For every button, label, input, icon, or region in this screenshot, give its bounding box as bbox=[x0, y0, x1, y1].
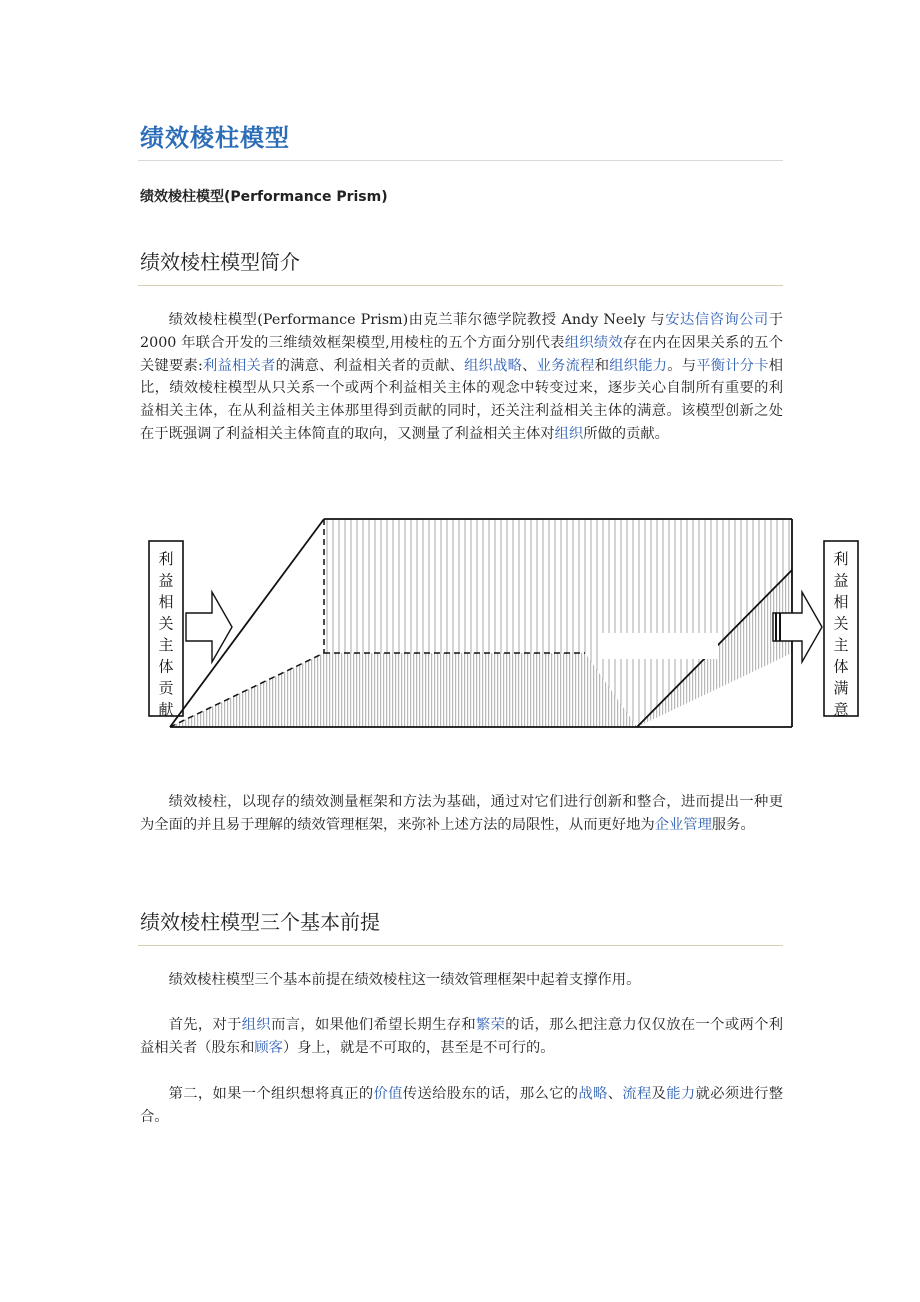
link-organization-2[interactable]: 组织 bbox=[241, 1017, 272, 1033]
prism-overview-paragraph bbox=[140, 791, 783, 837]
link-business-process[interactable]: 业务流程 bbox=[536, 357, 595, 374]
vertical-label-char: 满 bbox=[833, 679, 849, 697]
premises-intro-paragraph: 绩效棱柱模型三个基本前提在绩效棱柱这一绩效管理框架中起着支撑作用。 bbox=[168, 972, 641, 988]
text-run: 存在内在因果关系的五个关键要素: bbox=[140, 334, 784, 374]
vertical-label-char: 主 bbox=[158, 636, 174, 654]
text-run: 相比，绩效棱柱模型从只关系一个或两个利益相关主体的观念中转变过来，逐步关心自制所有重要的利益相关主体，在从利益相关主体那里得到贡献的同时，还关注利益相关主体的满意。该模型创新之处在于既强调了利益相关主体简直的取向，又测量了利益相关主体对 bbox=[140, 357, 784, 442]
premise-two-paragraph bbox=[140, 1083, 783, 1129]
link-customer[interactable]: 顾客 bbox=[254, 1039, 283, 1056]
vertical-label-char: 贡 bbox=[158, 679, 174, 697]
text-run: 服务。 bbox=[711, 816, 755, 833]
prism-diagram bbox=[140, 510, 860, 760]
link-organizational-capability[interactable]: 组织能力 bbox=[609, 357, 668, 374]
page-subtitle: 绩效棱柱模型(Performance Prism) bbox=[140, 189, 388, 205]
text-run: 的话，那么把注意力仅仅放在一个或两个利益相关者（股东和 bbox=[140, 1017, 784, 1056]
title-divider bbox=[138, 160, 783, 161]
link-enterprise-management[interactable]: 企业管理 bbox=[654, 816, 712, 833]
link-organizational-strategy[interactable]: 组织战略 bbox=[464, 357, 523, 374]
vertical-label-char: 关 bbox=[833, 614, 849, 633]
vertical-label-char: 关 bbox=[158, 614, 174, 633]
text-run: 所做的贡献。 bbox=[583, 425, 669, 442]
text-run: 首先，对于 bbox=[168, 1017, 242, 1033]
text-run: 、 bbox=[522, 357, 537, 374]
text-run: 及 bbox=[651, 1086, 667, 1102]
text-run: 传送给股东的话，那么它的 bbox=[402, 1086, 579, 1102]
link-balanced-scorecard[interactable]: 平衡计分卡 bbox=[696, 357, 769, 374]
vertical-label-char: 利 bbox=[833, 550, 849, 568]
vertical-label-char: 利 bbox=[158, 550, 174, 568]
link-process[interactable]: 流程 bbox=[622, 1086, 652, 1102]
vertical-label-char: 体 bbox=[158, 657, 174, 676]
intro-paragraph bbox=[140, 309, 783, 446]
text-run: 和 bbox=[594, 357, 610, 374]
text-run: 而言，如果他们希望长期生存和 bbox=[271, 1017, 476, 1033]
link-capability[interactable]: 能力 bbox=[666, 1086, 696, 1102]
vertical-label-char: 意 bbox=[833, 700, 849, 719]
section-heading-premises: 绩效棱柱模型三个基本前提 bbox=[140, 910, 380, 934]
link-value[interactable]: 价值 bbox=[373, 1086, 403, 1102]
link-andersen-consulting[interactable]: 安达信咨询公司 bbox=[665, 312, 769, 328]
link-organizational-performance[interactable]: 组织绩效 bbox=[564, 334, 624, 351]
text-run: 绩效棱柱，以现存的绩效测量框架和方法为基础，通过对它们进行创新和整合，进而提出一种更为全面的并且易于理解的绩效管理框架，来弥补上述方法的局限性，从而更好地为 bbox=[140, 794, 783, 833]
vertical-label-char: 相 bbox=[833, 593, 849, 611]
page-title: 绩效棱柱模型 bbox=[140, 124, 290, 152]
vertical-label-char: 益 bbox=[833, 571, 849, 590]
vertical-label-char: 献 bbox=[158, 700, 174, 719]
link-organization[interactable]: 组织 bbox=[554, 425, 584, 442]
vertical-label-char: 益 bbox=[158, 571, 174, 590]
text-run: 、 bbox=[607, 1086, 623, 1102]
premise-one-paragraph bbox=[140, 1014, 783, 1060]
performance-prism-figure bbox=[140, 510, 860, 760]
section-heading-intro: 绩效棱柱模型简介 bbox=[140, 250, 300, 274]
section-divider-premises bbox=[138, 945, 783, 946]
text-run: 第二，如果一个组织想将真正的 bbox=[168, 1086, 374, 1102]
text-run: 于 2000 年联合开发的三维绩效框架模型,用棱柱的五个方面分别代表 bbox=[140, 312, 784, 351]
link-stakeholders[interactable]: 利益相关者 bbox=[202, 357, 276, 374]
vertical-label-char: 体 bbox=[833, 657, 849, 676]
vertical-label-char: 相 bbox=[158, 593, 174, 611]
section-divider-intro bbox=[138, 285, 783, 286]
text-run: 的满意、利益相关者的贡献、 bbox=[275, 357, 465, 374]
text-run: 。与 bbox=[667, 357, 697, 374]
mid-label-backdrop bbox=[602, 633, 718, 659]
prism-bottom-face bbox=[170, 653, 637, 727]
link-strategy[interactable]: 战略 bbox=[578, 1086, 608, 1102]
vertical-label-char: 主 bbox=[833, 636, 849, 654]
text-run: 就必须进行整合。 bbox=[140, 1086, 784, 1125]
text-run: 绩效棱柱模型(Performance Prism)由克兰菲尔德学院教授 Andy Neely 与 bbox=[168, 312, 666, 328]
link-prosperity[interactable]: 繁荣 bbox=[475, 1017, 506, 1033]
text-run: ）身上，就是不可取的，甚至是不可行的。 bbox=[282, 1039, 555, 1056]
